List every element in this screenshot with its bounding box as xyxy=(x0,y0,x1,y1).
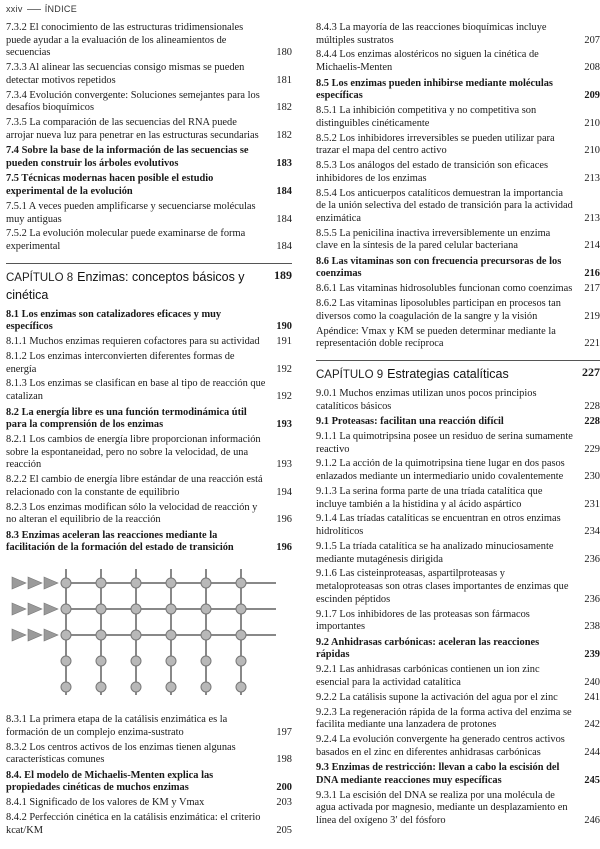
toc-group xyxy=(316,22,600,351)
chapter-label: CAPÍTULO 8 xyxy=(6,271,74,284)
lattice-node xyxy=(131,630,141,640)
toc-entry-page: 209 xyxy=(584,90,600,102)
chapter-page: 189 xyxy=(274,267,292,282)
toc-entry-page: 246 xyxy=(584,814,600,826)
lattice-node xyxy=(131,604,141,614)
toc-entry xyxy=(316,431,600,456)
toc-entry-page: 221 xyxy=(584,338,600,350)
toc-entry xyxy=(316,133,600,158)
lattice-diagram xyxy=(6,561,292,701)
toc-entry-page: 190 xyxy=(276,321,292,333)
toc-entry-text: 8.5.5 La penicilina inactiva irreversiblemente un enzima clave en la síntesis de la pared celular bacteriana xyxy=(316,227,551,252)
toc-entry xyxy=(6,812,292,837)
toc-entry-page: 196 xyxy=(276,514,292,526)
chapter-label: CAPÍTULO 9 xyxy=(316,368,384,381)
toc-entry-text: 9.1.2 La acción de la quimotripsina tiene lugar en dos pasos enlazados mediante un intermediario unido covalentemente xyxy=(316,458,565,483)
lattice-node xyxy=(166,630,176,640)
toc-entry-page: 208 xyxy=(584,62,600,74)
toc-entry xyxy=(316,326,600,351)
toc-section-heading xyxy=(316,78,600,103)
toc-entry-text: 8.5.4 Los anticuerpos catalíticos demuestran la importancia de la unión selectiva del estado de transición para la actividad enzimática xyxy=(316,187,573,224)
toc-entry xyxy=(6,22,292,60)
toc-entry xyxy=(6,62,292,87)
toc-entry-page: 182 xyxy=(276,102,292,114)
toc-section-heading xyxy=(316,256,600,281)
toc-entry-page: 240 xyxy=(584,676,600,688)
arrow-marker xyxy=(44,577,58,589)
lattice-node xyxy=(166,656,176,666)
toc-entry-text: 8.2.3 Los enzimas modifican sólo la velocidad de reacción y no alteran el equilibrio de la reacción xyxy=(6,501,258,526)
lattice-node xyxy=(96,682,106,692)
arrow-marker xyxy=(12,603,26,615)
toc-entry xyxy=(316,568,600,606)
toc-entry xyxy=(6,117,292,142)
toc-group xyxy=(6,714,292,837)
toc-entry-text: 7.3.5 La comparación de las secuencias del RNA puede arrojar nueva luz para penetrar en las estructuras secundarias xyxy=(6,117,259,141)
toc-entry-page: 191 xyxy=(276,336,292,348)
toc-entry-page: 205 xyxy=(276,824,292,836)
right-column xyxy=(316,22,600,830)
lattice-node xyxy=(96,604,106,614)
toc-entry xyxy=(6,434,292,472)
toc-entry-page: 193 xyxy=(276,419,292,431)
arrow-marker xyxy=(28,577,42,589)
toc-entry xyxy=(6,228,292,253)
toc-entry xyxy=(316,486,600,511)
toc-entry-page: 210 xyxy=(584,117,600,129)
toc-section-heading xyxy=(316,416,600,429)
lattice-node xyxy=(236,630,246,640)
toc-entry-page: 184 xyxy=(276,213,292,225)
toc-section-heading xyxy=(6,145,292,170)
toc-entry-text: 7.3.2 El conocimiento de las estructuras tridimensionales puede ayudar a la evaluación de los alineamientos de secuencias xyxy=(6,22,244,59)
toc-entry xyxy=(316,707,600,732)
toc-entry-page: 182 xyxy=(276,129,292,141)
toc-entry-page: 219 xyxy=(584,310,600,322)
section-title: ÍNDICE xyxy=(44,4,78,14)
toc-entry-text: 9.2.2 La catálisis supone la activación del agua por el zinc xyxy=(316,691,558,703)
toc-entry-page: 230 xyxy=(584,471,600,483)
toc-entry-text: 7.3.3 Al alinear las secuencias consigo mismas se pueden detectar motivos repetidos xyxy=(6,62,245,86)
toc-section-heading xyxy=(6,309,292,334)
toc-entry-text: 8.3.2 Los centros activos de los enzimas tienen algunas características comunes xyxy=(6,741,236,766)
toc-entry-page: 229 xyxy=(584,443,600,455)
lattice-node xyxy=(236,656,246,666)
arrow-marker xyxy=(28,603,42,615)
toc-entry-page: 239 xyxy=(584,649,600,661)
toc-entry-text: 8.3.1 La primera etapa de la catálisis enzimática es la formación de un complejo enzima-sustrato xyxy=(6,714,228,738)
toc-entry-text: 8.5 Los enzimas pueden inhibirse mediante moléculas específicas xyxy=(316,77,553,102)
toc-entry-text: 9.2.3 La regeneración rápida de la forma activa del enzima se facilita mediante una lanzadera de protones xyxy=(316,706,572,731)
toc-entry-page: 238 xyxy=(584,621,600,633)
lattice-node xyxy=(236,604,246,614)
toc-entry-text: 8.4.2 Perfección cinética en la catálisis enzimática: el criterio kcat/KM xyxy=(6,812,261,836)
toc-entry xyxy=(6,474,292,499)
toc-entry-page: 196 xyxy=(276,542,292,554)
toc-entry-text: 8.5.1 La inhibición competitiva y no competitiva son distinguibles cinéticamente xyxy=(316,105,537,129)
toc-entry-page: 245 xyxy=(584,774,600,786)
chapter-title: Estrategias catalíticas xyxy=(387,366,509,381)
toc-entry-text: 8.1 Los enzimas son catalizadores eficaces y muy específicos xyxy=(6,308,222,333)
toc-section-heading xyxy=(6,407,292,432)
toc-entry-page: 242 xyxy=(584,719,600,731)
toc-entry-text: 9.1.5 La tríada catalítica se ha analizado minuciosamente mediante mutagénesis dirigida xyxy=(316,540,554,565)
arrow-marker xyxy=(44,629,58,641)
toc-entry-page: 241 xyxy=(584,691,600,703)
toc-entry-text: 8.3 Enzimas aceleran las reacciones mediante la facilitación de la formación del estado de transición xyxy=(6,529,234,554)
toc-entry-text: 8.6.1 Las vitaminas hidrosolubles funcionan como coenzimas xyxy=(316,283,573,295)
toc-entry xyxy=(6,742,292,767)
toc-entry-text: 9.1.1 La quimotripsina posee un residuo de serina sumamente reactivo xyxy=(316,431,573,455)
toc-entry-page: 194 xyxy=(276,486,292,498)
toc-section-heading xyxy=(316,762,600,787)
toc-entry-text: 9.1.6 Las cisteinproteasas, aspartilproteasas y metaloproteasas son otras clases importantes de enzimas que escinden péptidos xyxy=(316,568,569,605)
toc-entry xyxy=(316,513,600,538)
toc-entry-text: 8.5.2 Los inhibidores irreversibles se pueden utilizar para trazar el mapa del centro activo xyxy=(316,132,555,157)
toc-entry-text: 8.2.1 Los cambios de energía libre proporcionan información sobre la espontaneidad, pero no sobre la velocidad, de una reacción xyxy=(6,434,261,471)
lattice-node xyxy=(201,630,211,640)
toc-entry-page: 234 xyxy=(584,526,600,538)
toc-entry xyxy=(316,188,600,226)
lattice-node xyxy=(201,682,211,692)
header-rule xyxy=(27,9,41,10)
toc-entry-page: 198 xyxy=(276,754,292,766)
toc-entry-page: 192 xyxy=(276,391,292,403)
toc-entry-text: 8.4. El modelo de Michaelis-Menten explica las propiedades cinéticas de muchos enzimas xyxy=(6,769,214,794)
toc-entry-text: 7.5 Técnicas modernas hacen posible el estudio experimental de la evolución xyxy=(6,173,214,198)
toc-section-heading xyxy=(6,173,292,198)
toc-entry-page: 213 xyxy=(584,172,600,184)
lattice-node xyxy=(131,656,141,666)
arrow-marker xyxy=(12,577,26,589)
toc-entry xyxy=(6,90,292,115)
toc-entry-text: 9.1.4 Las tríadas catalíticas se encuentran en otros enzimas hidrolíticos xyxy=(316,513,561,538)
toc-entry-text: 7.5.2 La evolución molecular puede examinarse de forma experimental xyxy=(6,228,246,252)
lattice-node xyxy=(61,682,71,692)
toc-group xyxy=(6,22,292,142)
lattice-node xyxy=(201,656,211,666)
chapter-heading xyxy=(316,360,600,383)
toc-entry-page: 213 xyxy=(584,212,600,224)
chapter-heading xyxy=(6,263,292,304)
toc-entry-text: 9.1.3 La serina forma parte de una tríada catalítica que incluye también a la histidina y al ácido aspártico xyxy=(316,485,543,510)
lattice-node xyxy=(96,630,106,640)
left-column xyxy=(6,22,292,840)
toc-entry-page: 236 xyxy=(584,553,600,565)
toc-entry-page: 193 xyxy=(276,459,292,471)
toc-group xyxy=(6,309,292,555)
toc-entry xyxy=(6,336,292,349)
toc-entry xyxy=(6,201,292,226)
toc-entry-text: 9.0.1 Muchos enzimas utilizan unos pocos principios catalíticos básicos xyxy=(316,387,537,412)
toc-entry-text: 7.4 Sobre la base de la información de las secuencias se pueden construir los árboles evolutivos xyxy=(6,145,249,169)
lattice-node xyxy=(201,604,211,614)
toc-entry xyxy=(6,378,292,403)
toc-entry-text: 8.1.3 Los enzimas se clasifican en base al tipo de reacción que catalizan xyxy=(6,378,266,403)
toc-section-heading xyxy=(6,530,292,555)
toc-entry xyxy=(316,790,600,828)
toc-entry-page: 231 xyxy=(584,498,600,510)
toc-entry xyxy=(316,692,600,705)
toc-entry-text: 9.2.4 La evolución convergente ha generado centros activos basados en el zinc en diferentes anhidrasas carbónicas xyxy=(316,734,565,758)
toc-entry-text: 7.5.1 A veces pueden amplificarse y secuenciarse moléculas muy antiguas xyxy=(6,200,256,225)
toc-entry-page: 181 xyxy=(276,74,292,86)
toc-entry xyxy=(316,664,600,689)
toc-entry-text: 8.2 La energía libre es una función termodinámica útil para la comprensión de los enzimas xyxy=(6,406,247,431)
lattice-node xyxy=(61,630,71,640)
lattice-node xyxy=(61,656,71,666)
toc-entry xyxy=(316,105,600,130)
toc-entry xyxy=(316,458,600,483)
arrow-marker xyxy=(12,629,26,641)
toc-entry-page: 203 xyxy=(276,797,292,809)
toc-entry-page: 217 xyxy=(584,283,600,295)
lattice-node xyxy=(166,604,176,614)
chapter-title: Enzimas: conceptos básicos y cinética xyxy=(6,269,245,302)
toc-entry-page: 228 xyxy=(584,416,600,428)
toc-entry-page: 210 xyxy=(584,145,600,157)
arrow-marker xyxy=(44,603,58,615)
toc-entry xyxy=(316,541,600,566)
lattice-node xyxy=(96,578,106,588)
toc-entry-text: 8.1.1 Muchos enzimas requieren cofactores para su actividad xyxy=(6,336,260,348)
page-number: xxiv xyxy=(6,4,23,14)
toc-entry-text: 9.1 Proteasas: facilitan una reacción difícil xyxy=(316,416,504,428)
toc-entry-text: 9.3 Enzimas de restricción: llevan a cabo la escisión del DNA mediante reacciones muy específicas xyxy=(316,762,560,786)
lattice-node xyxy=(166,682,176,692)
toc-section-heading xyxy=(6,770,292,795)
toc-entry xyxy=(316,734,600,759)
toc-entry xyxy=(316,609,600,634)
toc-entry-page: 216 xyxy=(584,268,600,280)
toc-entry-page: 236 xyxy=(584,593,600,605)
toc-entry xyxy=(316,283,600,296)
lattice-node xyxy=(236,682,246,692)
toc-entry xyxy=(316,49,600,74)
toc-entry-page: 200 xyxy=(276,782,292,794)
toc-entry xyxy=(316,160,600,185)
toc-entry xyxy=(6,351,292,376)
lattice-node xyxy=(61,578,71,588)
lattice-node xyxy=(131,682,141,692)
toc-entry-text: 8.4.1 Significado de los valores de KM y Vmax xyxy=(6,797,205,809)
toc-entry-text: 8.6.2 Las vitaminas liposolubles participan en procesos tan diversos como la coagulación de la sangre y la visión xyxy=(316,298,561,322)
toc-entry xyxy=(316,22,600,47)
toc-entry-page: 183 xyxy=(276,157,292,169)
lattice-node xyxy=(61,604,71,614)
toc-group xyxy=(316,388,600,828)
toc-entry-text: 7.3.4 Evolución convergente: Soluciones semejantes para los desafíos bioquímicos xyxy=(6,89,260,114)
toc-entry-page: 228 xyxy=(584,400,600,412)
toc-section-heading xyxy=(316,637,600,662)
toc-entry xyxy=(6,502,292,527)
toc-entry-page: 214 xyxy=(584,240,600,252)
toc-entry-page: 192 xyxy=(276,363,292,375)
chapter-page: 227 xyxy=(582,364,600,379)
toc-entry-text: 9.2 Anhidrasas carbónicas: aceleran las reacciones rápidas xyxy=(316,636,540,661)
toc-entry-page: 244 xyxy=(584,746,600,758)
toc-entry-page: 197 xyxy=(276,726,292,738)
toc-entry-text: 8.6 Las vitaminas son con frecuencia precursoras de los coenzimas xyxy=(316,255,562,280)
toc-entry-text: 8.5.3 Los análogos del estado de transición son eficaces inhibidores de los enzimas xyxy=(316,160,548,184)
toc-entry-text: 8.4.4 Los enzimas alostéricos no siguen la cinética de Michaelis-Menten xyxy=(316,49,539,74)
toc-entry xyxy=(316,228,600,253)
toc-entry xyxy=(6,714,292,739)
toc-entry-text: 8.2.2 El cambio de energía libre estándar de una reacción está relacionado con la constante de equilibrio xyxy=(6,474,263,498)
arrow-marker xyxy=(28,629,42,641)
lattice-node xyxy=(131,578,141,588)
lattice-node xyxy=(96,656,106,666)
toc-entry xyxy=(316,298,600,323)
toc-entry-text: 8.1.2 Los enzimas interconvierten diferentes formas de energía xyxy=(6,350,235,375)
toc-entry-text: 8.4.3 La mayoría de las reacciones bioquímicas incluye múltiples sustratos xyxy=(316,22,547,46)
lattice-node xyxy=(166,578,176,588)
toc-entry-text: 9.3.1 La escisión del DNA se realiza por una molécula de agua activada por magnesio, mediante un desplazamiento en línea del oxígeno 3′ del fósforo xyxy=(316,789,568,826)
toc-entry-page: 180 xyxy=(276,47,292,59)
toc-entry xyxy=(6,797,292,810)
toc-entry-page: 207 xyxy=(584,34,600,46)
toc-entry-text: 9.2.1 Las anhidrasas carbónicas contienen un ion zinc esencial para la actividad catalítica xyxy=(316,664,540,688)
toc-entry-text: Apéndice: Vmax y KM se pueden determinar mediante la representación doble recíproca xyxy=(316,325,556,350)
toc-group xyxy=(6,145,292,253)
figure-enzyme-lattice xyxy=(6,561,292,706)
toc-entry-page: 184 xyxy=(276,186,292,198)
lattice-node xyxy=(236,578,246,588)
toc-entry-page: 184 xyxy=(276,240,292,252)
toc-entry xyxy=(316,388,600,413)
running-head xyxy=(6,2,77,16)
toc-entry-text: 9.1.7 Los inhibidores de las proteasas son fármacos importantes xyxy=(316,608,530,633)
lattice-node xyxy=(201,578,211,588)
